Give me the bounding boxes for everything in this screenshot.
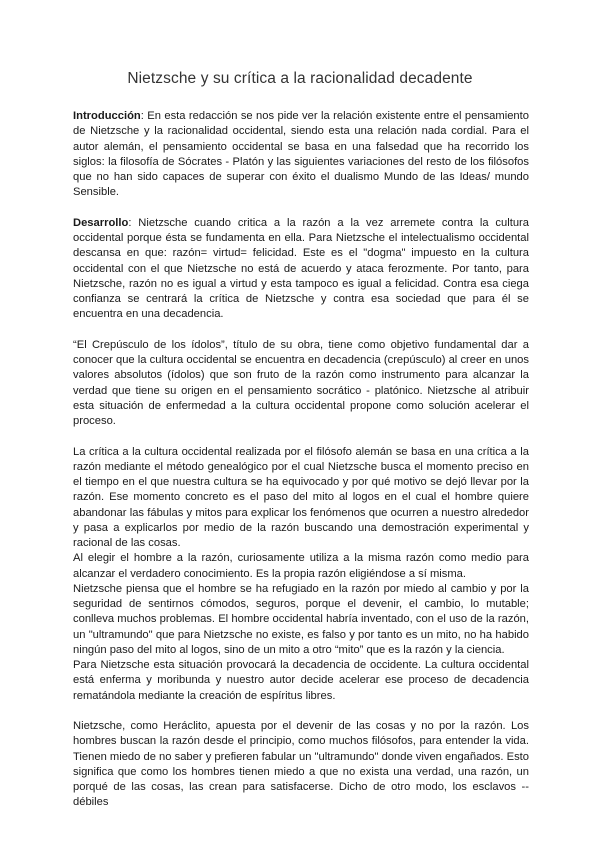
paragraph-introduccion bbox=[73, 109, 529, 201]
paragraph-desarrollo bbox=[73, 216, 529, 323]
paragraph-decadencia: Para Nietzsche esta situación provocará la decadencia de occidente. La cultura occidental está enferma y moribunda y nuestro autor decide acelerar ese proceso de decadencia rematándola mediante la creación de espíritus libres. bbox=[73, 659, 529, 702]
paragraph-heraclito: Nietzsche, como Heráclito, apuesta por el devenir de las cosas y no por la razón. Los hombres buscan la razón desde el principio, como muchos filósofos, para entender la vida. Tienen miedo de no saber y prefieren fabular un "ultramundo" donde viven engañados. Esto significa que como los hombres tienen miedo a que no exista una verdad, una razón, un porqué de las cosas, las crean para satisfacerse. Dicho de otro modo, los esclavos -- débiles bbox=[73, 720, 529, 809]
paragraph-spacer bbox=[73, 323, 529, 338]
paragraph-text: : En esta redacción se nos pide ver la relación existente entre el pensamiento de Nietzsche y la racionalidad occidental, siendo esta una relación nada cordial. Para el autor alemán, el pensamiento occidental se basa en una falsedad que ha recorrido los siglos: la filosofía de Sócrates - Platón y las siguientes variaciones del resto de los filósofos que no han sido capaces de superar con éxito el dualismo Mundo de las Ideas/ mundo Sensible. bbox=[73, 110, 529, 199]
paragraph-spacer bbox=[73, 429, 529, 444]
section-heading-introduccion: Introducción bbox=[73, 110, 141, 122]
paragraph-spacer bbox=[73, 704, 529, 719]
paragraph-refugio-razon: Nietzsche piensa que el hombre se ha refugiado en la razón por miedo al cambio y por la seguridad de sentirnos cómodos, seguros, porque el devenir, el cambio, lo mutable; conlleva muchos problemas. El hombre occidental habría inventado, con el uso de la razón, un "ultramundo" que para Nietzsche no existe, es falso y por tanto es un mito, no ha habido ningún paso del mito al logos, sino de un mito a otro “mito” que es la razón y la ciencia. bbox=[73, 582, 529, 656]
paragraph-crepusculo: “El Crepúsculo de los ídolos”, título de su obra, tiene como objetivo fundamental dar a conocer que la cultura occidental se encuentra en decadencia (crepúsculo) al creer en unos valores absolutos (ídolos) que son fruto de la razón como instrumento para alcanzar la verdad que tiene su origen en el pensamiento socrático - platónico. Nietzsche al atribuir esta situación de enfermedad a la cultura occidental propone como solución acelerar el proceso. bbox=[73, 338, 529, 427]
paragraph-spacer bbox=[73, 201, 529, 216]
document-title: Nietzsche y su crítica a la racionalidad decadente bbox=[127, 70, 473, 87]
paragraph-text: : Nietzsche cuando critica a la razón a la vez arremete contra la cultura occidental porque ésta se fundamenta en ella. Para Nietzsche el intelectualismo occidental descansa en que: razón= virtud= felicidad. Este es el "dogma" impuesto en la cultura occidental con el que Nietzsche no está de acuerdo y ataca ferozmente. Por tanto, para Nietzsche, razón no es igual a virtud y esta tampoco es igual a felicidad. Contra esa ciega confianza se centrará la crítica de Nietzsche y contra esa sociedad que para él se encuentra en una decadencia. bbox=[73, 216, 529, 321]
paragraph-eleccion-razon: Al elegir el hombre a la razón, curiosamente utiliza a la misma razón como medio para alcanzar el verdadero conocimiento. Es la propia razón eligiéndose a sí misma. bbox=[73, 552, 529, 580]
document-body bbox=[73, 109, 529, 811]
section-heading-desarrollo: Desarrollo bbox=[73, 216, 129, 229]
paragraph-critica: La crítica a la cultura occidental realizada por el filósofo alemán se basa en una crítica a la razón mediante el método genealógico por el cual Nietzsche busca el momento preciso en el tiempo en el que nuestra cultura se ha equivocado y por qué motivo se dejó llevar por la razón. Ese momento concreto es el paso del mito al logos en el cual el hombre quiere abandonar las fábulas y mitos para explicar los fenómenos que ocurren a nuestro alrededor y pasa a explicarlos por medio de la razón buscando una demostración experimental y racional de las cosas. bbox=[73, 445, 529, 549]
